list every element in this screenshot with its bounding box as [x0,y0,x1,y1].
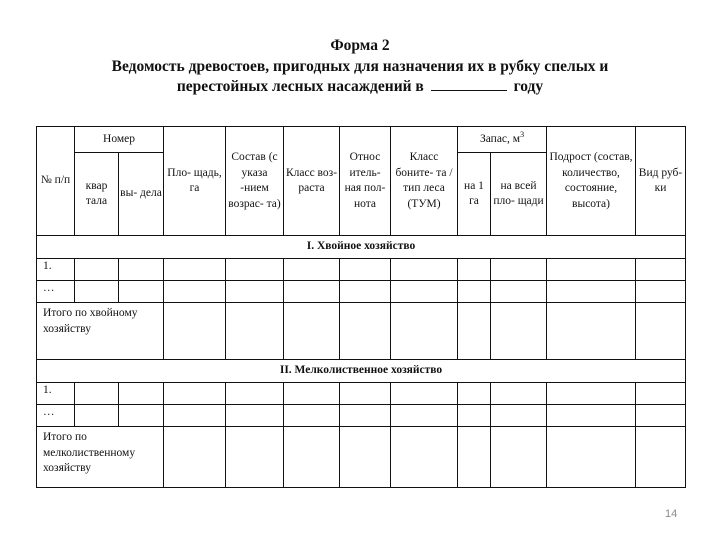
table-cell[interactable] [75,259,119,281]
table-cell[interactable] [284,281,340,303]
row-label: 1. [37,383,75,405]
section-title: I. Хвойное хозяйство [37,236,686,259]
table-cell[interactable] [226,427,284,488]
table-cell[interactable] [284,259,340,281]
table-cell[interactable] [391,405,458,427]
table-cell[interactable] [340,281,391,303]
table-cell[interactable] [164,303,226,360]
row-label: 1. [37,259,75,281]
header-bonitet: Класс бонитe- та / тип леса (ТУМ) [391,127,458,236]
table-cell[interactable] [458,405,491,427]
table-cell[interactable] [547,303,636,360]
title-line2-start: перестойных лесных насаждений в [176,78,424,95]
table-cell[interactable] [391,427,458,488]
header-kvartal: квар тала [75,153,119,236]
header-vid-rubki: Вид руб- ки [636,127,686,236]
table-cell[interactable] [340,427,391,488]
table-cell[interactable] [491,405,547,427]
total-row-label: Итого по мелколиственному хозяйству [37,427,164,488]
table-cell[interactable] [340,405,391,427]
table-cell[interactable] [636,427,686,488]
year-blank [431,78,507,91]
table-cell[interactable] [284,303,340,360]
table-cell[interactable] [75,281,119,303]
table-cell[interactable] [491,281,547,303]
header-polnota: Относ итель- ная пол- нота [340,127,391,236]
zapas-label: Запас, м [479,132,521,145]
table-cell[interactable] [226,303,284,360]
table-cell[interactable] [636,383,686,405]
title-line2-end: году [513,78,544,95]
total-row-label: Итого по хвойному хозяйству [37,303,164,360]
table-cell[interactable] [119,281,164,303]
row-label: … [37,405,75,427]
header-sostav: Состав (с указа -нием возрас- та) [226,127,284,236]
table-cell[interactable] [458,303,491,360]
table-cell[interactable] [119,259,164,281]
table-cell[interactable] [284,405,340,427]
register-table [36,126,686,488]
table-cell[interactable] [226,383,284,405]
table-cell[interactable] [226,405,284,427]
table-cell[interactable] [164,383,226,405]
table-cell[interactable] [226,281,284,303]
table-cell[interactable] [636,303,686,360]
table-cell[interactable] [636,259,686,281]
document-title-line1: Ведомость древостоев, пригодных для назначения их в рубку спелых и [111,57,609,75]
table-cell[interactable] [119,383,164,405]
section-title: II. Мелколиственное хозяйство [37,360,686,383]
table-cell[interactable] [547,281,636,303]
header-group-zapas [458,127,547,153]
row-label: … [37,281,75,303]
table-cell[interactable] [547,259,636,281]
header-klass-vozrasta: Класс воз- раста [284,127,340,236]
table-cell[interactable] [458,281,491,303]
table-cell[interactable] [491,383,547,405]
header-zapas-all: на всей пло- щади [491,153,547,236]
header-num: № п/п [37,127,75,236]
table-cell[interactable] [340,303,391,360]
table-cell[interactable] [340,383,391,405]
table-cell[interactable] [340,259,391,281]
title-block [0,36,720,98]
table-cell[interactable] [284,383,340,405]
table-cell[interactable] [391,303,458,360]
table-cell[interactable] [491,427,547,488]
header-zapas-ga: на 1 га [458,153,491,236]
table-cell[interactable] [75,383,119,405]
header-group-nomer: Номер [75,127,164,153]
table-cell[interactable] [547,405,636,427]
table-cell[interactable] [636,281,686,303]
zapas-unit-sup: 3 [520,129,525,139]
header-vydel: вы- дела [119,153,164,236]
table-cell[interactable] [164,281,226,303]
table-cell[interactable] [636,405,686,427]
table-cell[interactable] [391,259,458,281]
table-cell[interactable] [458,427,491,488]
page-number: 14 [665,508,678,520]
header-podrost: Подрост (состав, количество, состояние, высота) [547,127,636,236]
table-cell[interactable] [119,405,164,427]
table-cell[interactable] [75,405,119,427]
table-cell[interactable] [391,281,458,303]
form-label: Форма 2 [330,37,390,54]
table-cell[interactable] [547,427,636,488]
table-cell[interactable] [164,405,226,427]
table-cell[interactable] [547,383,636,405]
table-cell[interactable] [491,303,547,360]
table-cell[interactable] [458,383,491,405]
table-cell[interactable] [164,259,226,281]
table-cell[interactable] [164,427,226,488]
header-ploshad: Пло- щадь, га [164,127,226,236]
document-title-line2 [0,77,720,98]
table-cell[interactable] [284,427,340,488]
table-cell[interactable] [491,259,547,281]
table-cell[interactable] [458,259,491,281]
table-cell[interactable] [226,259,284,281]
table-cell[interactable] [391,383,458,405]
